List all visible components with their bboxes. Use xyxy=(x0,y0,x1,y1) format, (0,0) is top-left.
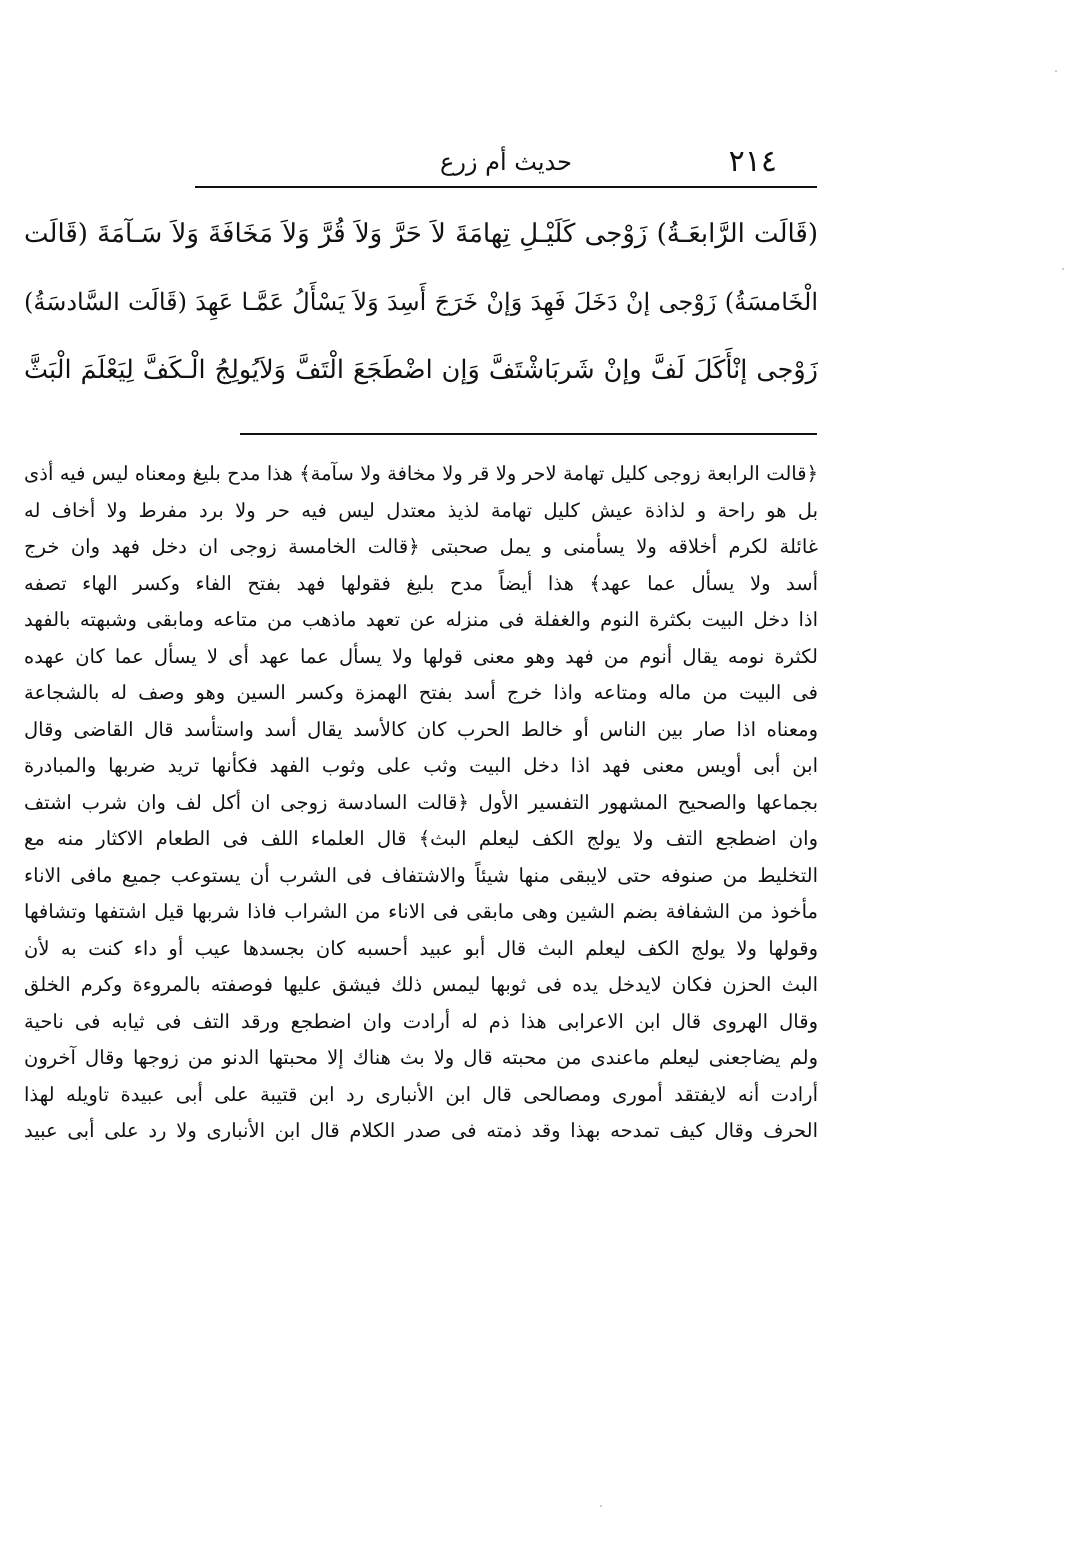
scan-speck xyxy=(1062,268,1064,270)
scan-speck xyxy=(600,1505,602,1507)
hadith-text xyxy=(24,200,818,404)
scan-speck xyxy=(1055,70,1057,72)
commentary-line: بل هو راحة و لذاذة عيش كليل تهامة لذيذ معتدل ليس فيه حر ولا برد مفرط ولا أخاف له xyxy=(24,498,818,522)
hadith-line: (قَالَت الرَّابعَـةُ) زَوْجى كَلَيْـلِ تِهامَةَ لاَ حَرَّ وَلاَ قُرَّ وَلاَ مَخَافَةَ وَلاَ سَـآمَةَ (قَالَت xyxy=(24,219,818,249)
commentary-line: أرادت أنه لايفتقد أمورى ومصالحى قال ابن الأنبارى رد ابن قتيبة على أبى عبيدة تاويله لهذا xyxy=(24,1082,818,1106)
commentary-text xyxy=(24,456,818,1150)
commentary-line: ابن أبى أويس معنى فهد اذا دخل البيت وثب على وثوب الفهد فكأنها تريد ضربها والمبادرة xyxy=(24,754,818,777)
page-header xyxy=(195,138,817,184)
commentary-line: الحرف وقال كيف تمدحه بهذا وقد ذمته فى صدر الكلام قال ابن الأنبارى ولا رد على أبى عبيد xyxy=(24,1119,818,1142)
commentary-line: ولم يضاجعنى ليعلم ماعندى من محبته قال ولا بث هناك إلا محبتها الدنو من زوجها وقال آخرون xyxy=(24,1046,818,1069)
separator-rule xyxy=(240,433,817,435)
commentary-line: البث الحزن فكان لايدخل يده فى ثوبها ليمس ذلك فيشق عليها فوصفته بالمروءة وكرم الخلق xyxy=(24,973,818,996)
hadith-line: الْخَامسَةُ) زَوْجى إنْ دَخَلَ فَهِدَ وَإنْ خَرَجَ أَسِدَ وَلاَ يَسْأَلُ عَمَّـا عَهِدَ (قَالَت السَّادسَةُ) xyxy=(24,288,818,316)
commentary-line: وقولها ولا يولج الكف ليعلم البث قال أبو عبيد أحسبه كان بجسدها عيب أو داء كنت به لأن xyxy=(24,936,818,960)
hadith-line: زَوْجى إنْأَكَلَ لَفَّ وإنْ شَربَاشْتَفَّ وَإن اضْطَجَعَ الْتَفَّ وَلاَيُولِجُ الْـكَفَّ لِيَعْلَمَ الْبَثَّ xyxy=(24,355,818,385)
commentary-line: التخليط من صنوفه حتى لايبقى منها شيئاً والاشتفاف فى الشرب أن يستوعب جميع مافى الاناء xyxy=(24,863,818,887)
commentary-line: فى البيت من ماله ومتاعه واذا خرج أسد بفتح الهمزة وكسر السين وهو وصف له بالشجاعة xyxy=(24,681,818,704)
commentary-line: غائلة لكرم أخلاقه ولا يسأمنى و يمل صحبتى ﴿قالت الخامسة زوجى ان دخل فهد وان خرج xyxy=(24,535,818,558)
commentary-line: مأخوذ من الشفافة بضم الشين وهى مابقى فى الاناء من الشراب فاذا شربها قيل اشتفها وتشافها xyxy=(24,900,818,923)
commentary-line: لكثرة نومه يقال أنوم من فهد وهو معنى قولها ولا يسأل عما عهد أى لا يسأل عما كان عهده xyxy=(24,644,818,668)
header-rule xyxy=(195,186,817,188)
running-title: حديث أم زرع xyxy=(440,148,572,176)
page-number: ٢١٤ xyxy=(728,144,777,179)
commentary-line: وان اضطجع التف ولا يولج الكف ليعلم البث﴾ قال العلماء اللف فى الطعام الاكثار منه مع xyxy=(24,827,818,850)
commentary-line: بجماعها والصحيح المشهور التفسير الأول ﴿قالت السادسة زوجى ان أكل لف وان شرب اشتف xyxy=(24,790,818,814)
commentary-line: ﴿قالت الرابعة زوجى كليل تهامة لاحر ولا قر ولا مخافة ولا سآمة﴾ هذا مدح بليغ ومعناه ليس فيه أذى xyxy=(24,462,818,485)
commentary-line: أسد ولا يسأل عما عهد﴾ هذا أيضاً مدح بليغ فقولها فهد بفتح الفاء وكسر الهاء تصفه xyxy=(24,571,818,595)
commentary-line: اذا دخل البيت بكثرة النوم والغفلة فى منزله عن تعهد ماذهب من متاعه ومابقى وشبهته بالفهد xyxy=(24,608,818,631)
commentary-line: وقال الهروى قال ابن الاعرابى هذا ذم له أرادت وان اضطجع ورقد التف فى ثيابه فى ناحية xyxy=(24,1009,818,1033)
commentary-line: ومعناه اذا صار بين الناس أو خالط الحرب كان كالأسد يقال أسد واستأسد قال القاضى وقال xyxy=(24,717,818,741)
